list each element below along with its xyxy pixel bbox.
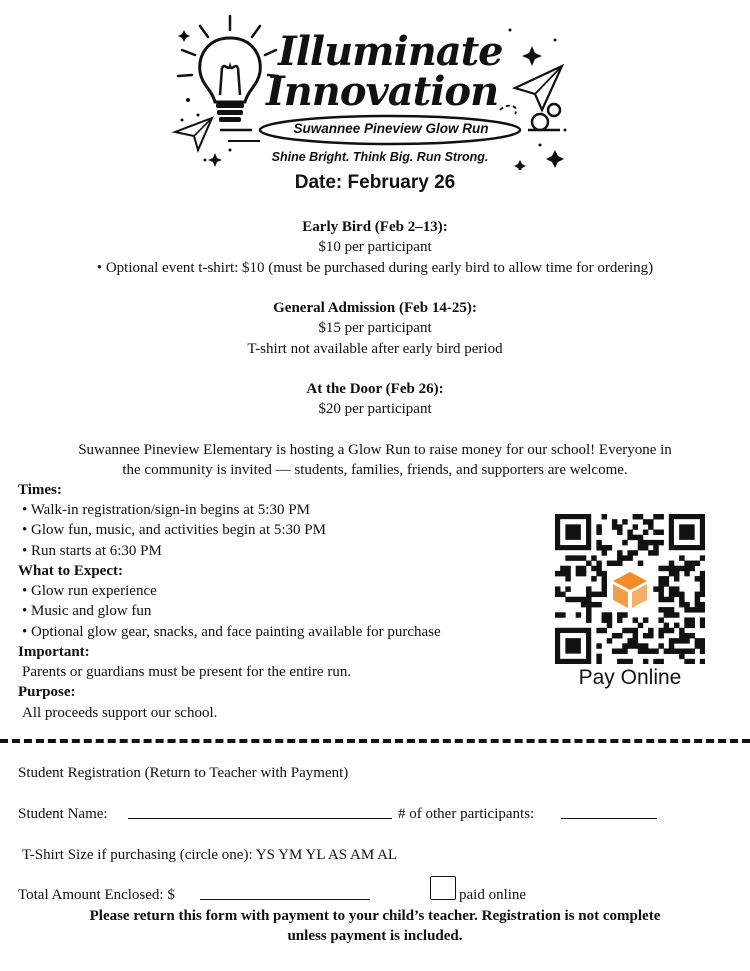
paid-online-label: paid online (459, 887, 527, 903)
early-bird-heading: Early Bird (Feb 2–13): (302, 219, 448, 235)
pay-online-label: Pay Online (578, 666, 682, 689)
logo-title-line1: Illuminate (278, 28, 503, 75)
logo-event-name: Suwannee Pineview Glow Run (293, 121, 489, 136)
payment-qr-code[interactable] (555, 514, 705, 664)
intro-line-2: the community is invited — students, families, friends, and supporters are welcome. (122, 462, 628, 478)
tshirt-size-label: T-Shirt Size if purchasing (circle one): YS YM YL AS AM AL (22, 847, 398, 863)
door-price: $20 per participant (318, 401, 432, 417)
expect-item: • Optional glow gear, snacks, and face painting available for purchase (22, 624, 441, 640)
amount-label: Total Amount Enclosed: $ (18, 887, 175, 903)
participants-field[interactable] (561, 804, 657, 819)
purpose-text: All proceeds support our school. (22, 705, 218, 721)
participants-label: # of other participants: (398, 806, 535, 822)
event-date: Date: February 26 (294, 172, 456, 193)
early-bird-note: • Optional event t-shirt: $10 (must be purchased during early bird to allow time for ordering) (96, 260, 654, 276)
general-price: $15 per participant (318, 320, 432, 336)
door-heading: At the Door (Feb 26): (306, 381, 444, 397)
qr-code-icon (555, 514, 705, 664)
general-note: T-shirt not available after early bird period (247, 341, 503, 357)
form-footer-line-1: Please return this form with payment to your child’s teacher. Registration is not complete (89, 908, 661, 924)
form-footer-line-2: unless payment is included. (287, 928, 463, 944)
expect-heading: What to Expect: (18, 563, 123, 579)
general-heading: General Admission (Feb 14-25): (273, 300, 477, 316)
times-item: • Glow fun, music, and activities begin at 5:30 PM (22, 522, 326, 538)
purpose-heading: Purpose: (18, 684, 76, 700)
student-name-field[interactable] (128, 804, 392, 819)
important-text: Parents or guardians must be present for the entire run. (22, 664, 352, 680)
expect-item: • Glow run experience (22, 583, 157, 599)
logo-title-line2: Innovation (266, 68, 499, 115)
times-heading: Times: (18, 482, 62, 498)
cut-line-divider (0, 739, 750, 743)
form-title: Student Registration (Return to Teacher with Payment) (18, 765, 349, 781)
times-item: • Walk-in registration/sign-in begins at 5:30 PM (22, 502, 310, 518)
paid-online-checkbox[interactable] (430, 876, 456, 900)
student-name-label: Student Name: (18, 806, 108, 822)
amount-field[interactable] (200, 885, 370, 900)
intro-line-1: Suwannee Pineview Elementary is hosting a Glow Run to raise money for our school! Everyone in (78, 442, 672, 458)
early-bird-price: $10 per participant (318, 239, 432, 255)
important-heading: Important: (18, 644, 90, 660)
cube-logo-icon (608, 567, 652, 611)
expect-item: • Music and glow fun (22, 603, 152, 619)
times-item: • Run starts at 6:30 PM (22, 543, 162, 559)
event-logo (170, 10, 580, 170)
logo-tagline: Shine Bright. Think Big. Run Strong. (271, 150, 489, 164)
